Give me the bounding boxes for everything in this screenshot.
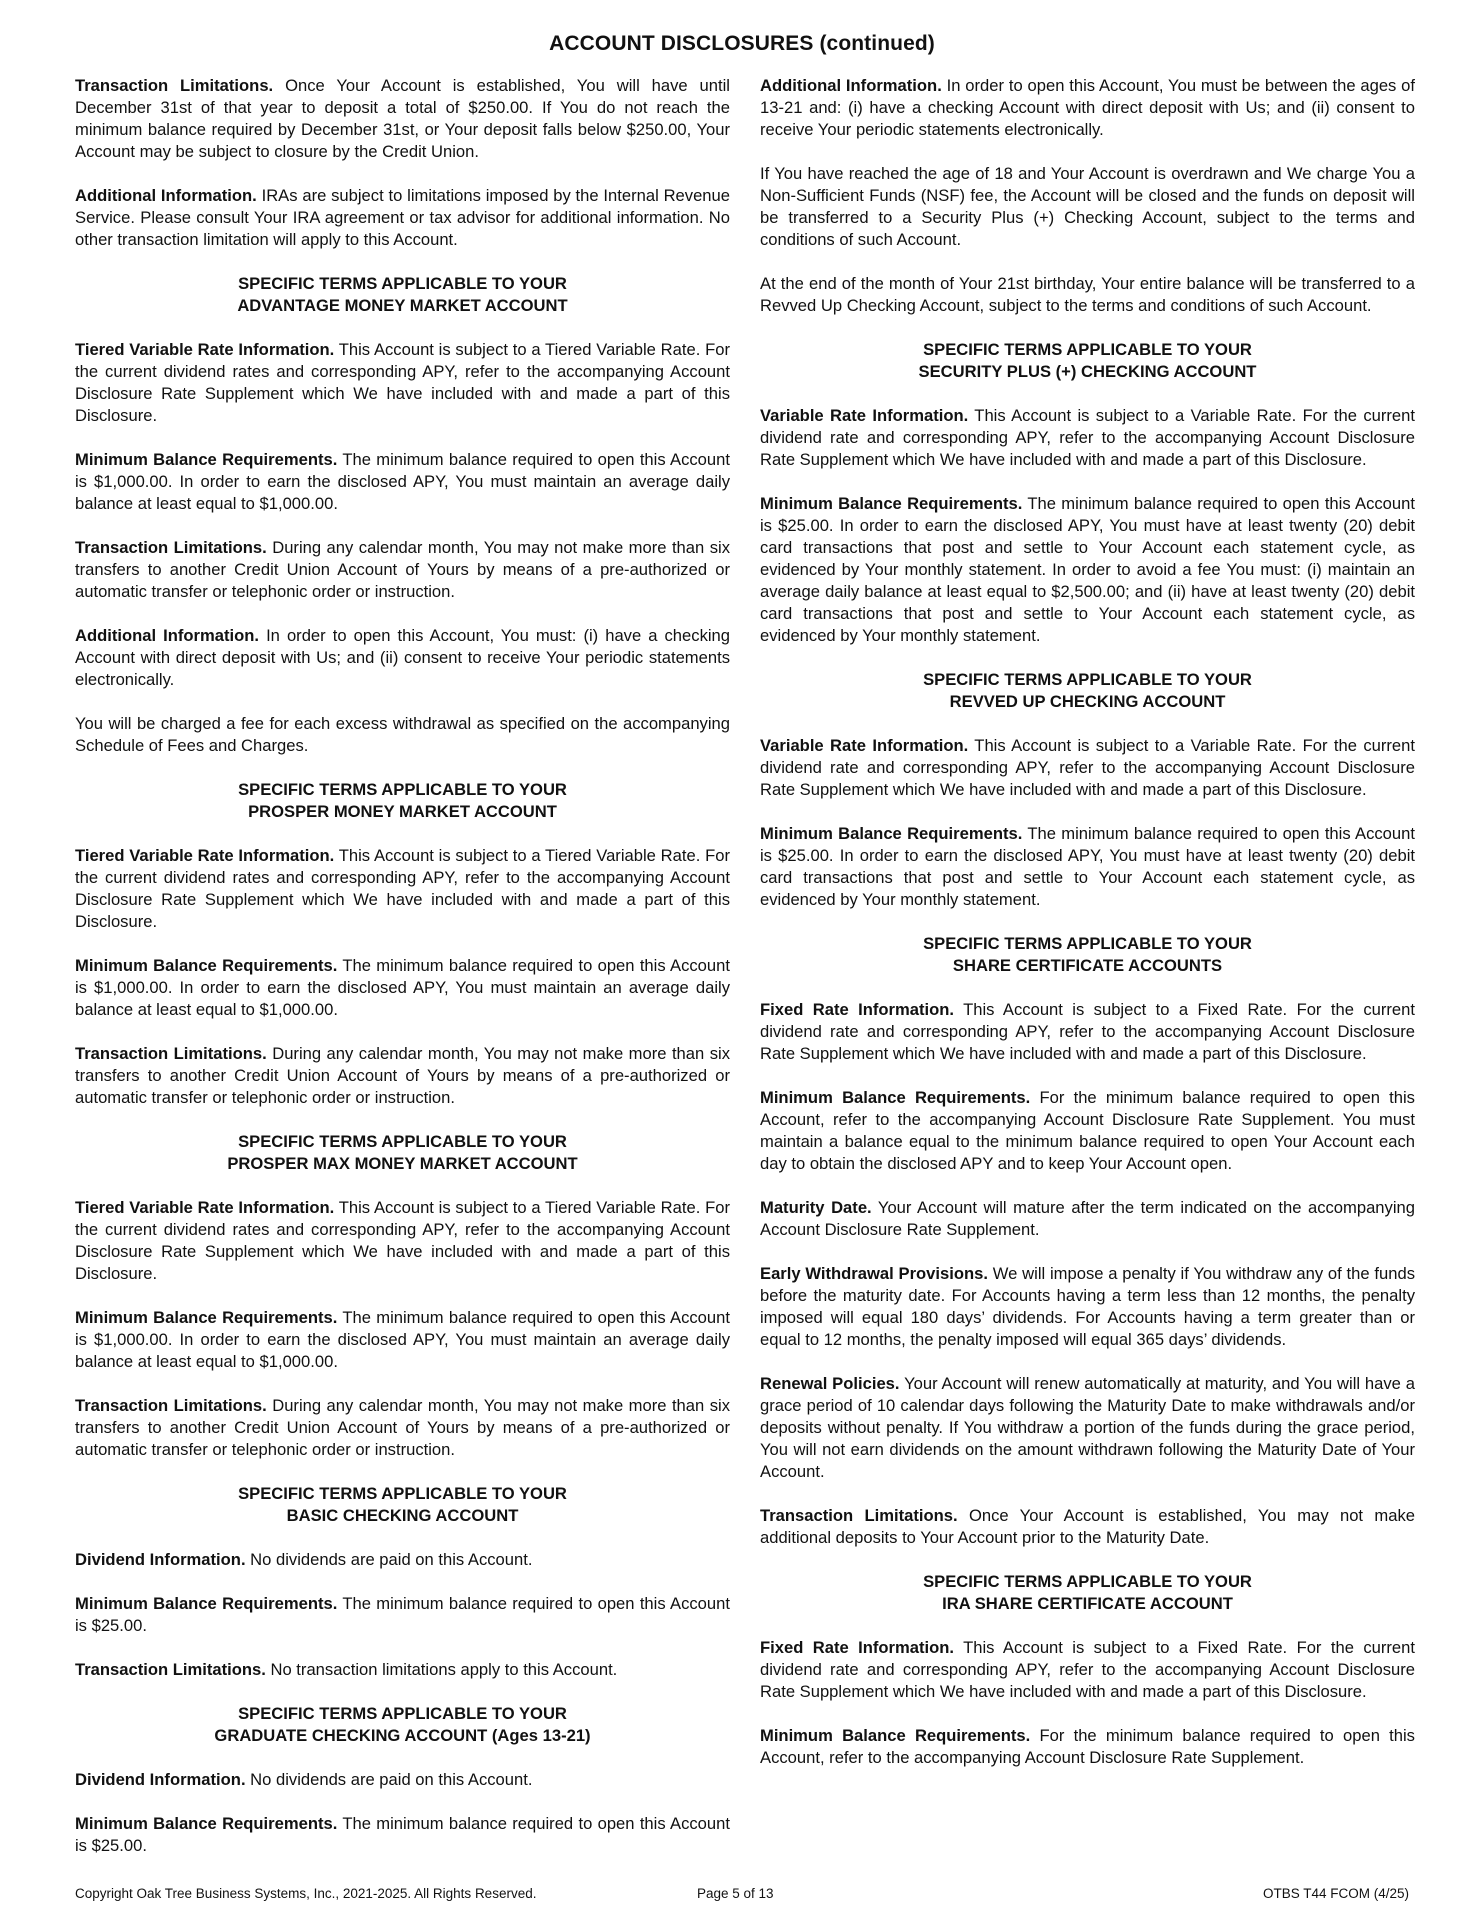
paragraph <box>75 1769 730 1791</box>
paragraph-text: This Account is subject to a Tiered Variable Rate. For the current dividend rates and corresponding APY, refer to the accompanying Account Disclosure Rate Supplement which We have included with and made a part of this Disclosure. <box>75 1198 730 1283</box>
paragraph <box>760 1263 1415 1351</box>
paragraph-text: During any calendar month, You may not make more than six transfers to another Credit Union Account of Yours by means of a pre-authorized or automatic transfer or telephonic order or instruction. <box>75 1044 730 1107</box>
paragraph <box>75 1395 730 1461</box>
section-heading-line: SPECIFIC TERMS APPLICABLE TO YOUR <box>923 1572 1252 1591</box>
paragraph-text: You will be charged a fee for each excess withdrawal as specified on the accompanying Schedule of Fees and Charges. <box>75 714 730 755</box>
paragraph <box>75 1813 730 1857</box>
paragraph-text: At the end of the month of Your 21st birthday, Your entire balance will be transferred to a Revved Up Checking Account, subject to the terms and conditions of such Account. <box>760 274 1415 315</box>
paragraph-text: In order to open this Account, You must: (i) have a checking Account with direct deposit with Us; and (ii) consent to receive Your periodic statements electronically. <box>75 626 731 689</box>
paragraph-text: This Account is subject to a Tiered Variable Rate. For the current dividend rates and corresponding APY, refer to the accompanying Account Disclosure Rate Supplement which We have included with and made a part of this Disclosure. <box>75 846 730 931</box>
section-heading-title: GRADUATE CHECKING ACCOUNT (Ages 13-21) <box>214 1726 591 1745</box>
paragraph-label: Additional Information. <box>760 76 942 95</box>
section-heading-line: SPECIFIC TERMS APPLICABLE TO YOUR <box>238 780 567 799</box>
section-heading <box>75 1703 730 1747</box>
paragraph <box>760 405 1415 471</box>
paragraph-text: This Account is subject to a Fixed Rate. For the current dividend rate and corresponding APY, refer to the accompanying Account Disclosure Rate Supplement which We have included with and made a part of this Disclosure. <box>760 1000 1415 1063</box>
paragraph <box>75 1549 730 1571</box>
paragraph-label: Minimum Balance Requirements. <box>75 1594 338 1613</box>
right-column <box>760 75 1415 1791</box>
paragraph <box>760 1197 1415 1241</box>
paragraph <box>760 1505 1415 1549</box>
paragraph <box>75 713 730 757</box>
paragraph <box>75 185 730 251</box>
footer-form-code: OTBS T44 FCOM (4/25) <box>1262 1886 1409 1901</box>
footer-copyright: Copyright Oak Tree Business Systems, Inc., 2021-2025. All Rights Reserved. <box>75 1886 537 1901</box>
left-column <box>75 75 730 1879</box>
paragraph-label: Tiered Variable Rate Information. <box>75 1198 335 1217</box>
footer-page-number: Page 5 of 13 <box>697 1886 774 1901</box>
page-title: ACCOUNT DISCLOSURES (continued) <box>549 32 935 55</box>
section-heading-title: PROSPER MAX MONEY MARKET ACCOUNT <box>227 1154 578 1173</box>
paragraph <box>760 735 1415 801</box>
paragraph-text: In order to open this Account, You must be between the ages of 13-21 and: (i) have a checking Account with direct deposit with Us; and (ii) consent to receive Your periodic statements electronically. <box>760 76 1416 139</box>
paragraph-label: Transaction Limitations. <box>75 1660 266 1679</box>
paragraph-label: Minimum Balance Requirements. <box>760 494 1023 513</box>
section-heading <box>760 339 1415 383</box>
paragraph-label: Minimum Balance Requirements. <box>75 1308 338 1327</box>
paragraph-label: Fixed Rate Information. <box>760 1638 954 1657</box>
paragraph-label: Dividend Information. <box>75 1550 246 1569</box>
paragraph-text: The minimum balance required to open this Account is $25.00. In order to earn the disclosed APY, You must have at least twenty (20) debit card transactions that post and settle to Your Account each statement cycle, as evidenced by Your monthly statement. In order to avoid a fee You must: (i) maintain an average daily balance at least equal to $2,500.00; and (ii) have at least twenty (20) debit card transactions that post and settle to Your Account each statement cycle, as evidenced by Your monthly statement. <box>760 494 1415 645</box>
section-heading-line: SPECIFIC TERMS APPLICABLE TO YOUR <box>923 670 1252 689</box>
paragraph <box>75 1307 730 1373</box>
paragraph-text: The minimum balance required to open this Account is $25.00. <box>75 1814 730 1855</box>
paragraph-text: Your Account will renew automatically at maturity, and You will have a grace period of 10 calendar days following the Maturity Date to make withdrawals and/or deposits without penalty. If You withdraw a portion of the funds during the grace period, You will not earn dividends on the amount withdrawn following the Maturity Date of Your Account. <box>760 1374 1415 1481</box>
paragraph <box>760 1637 1415 1703</box>
paragraph-label: Transaction Limitations. <box>75 1044 267 1063</box>
paragraph-text: During any calendar month, You may not make more than six transfers to another Credit Union Account of Yours by means of a pre-authorized or automatic transfer or telephonic order or instruction. <box>75 1396 730 1459</box>
paragraph-label: Minimum Balance Requirements. <box>75 1814 338 1833</box>
paragraph <box>760 1087 1415 1175</box>
paragraph-label: Fixed Rate Information. <box>760 1000 954 1019</box>
paragraph-text: No transaction limitations apply to this Account. <box>265 1660 618 1679</box>
paragraph <box>75 845 730 933</box>
section-heading-line: SPECIFIC TERMS APPLICABLE TO YOUR <box>923 934 1252 953</box>
paragraph-label: Renewal Policies. <box>760 1374 900 1393</box>
section-heading <box>75 1483 730 1527</box>
paragraph-label: Additional Information. <box>75 186 257 205</box>
paragraph <box>75 1043 730 1109</box>
paragraph <box>75 449 730 515</box>
paragraph <box>75 625 730 691</box>
paragraph-label: Variable Rate Information. <box>760 736 969 755</box>
paragraph-text: IRAs are subject to limitations imposed by the Internal Revenue Service. Please consult Your IRA agreement or tax advisor for additional information. No other transaction limitation will apply to this Account. <box>75 186 730 249</box>
paragraph-text: We will impose a penalty if You withdraw any of the funds before the maturity date. For Accounts having a term less than 12 months, the penalty imposed will equal 180 days’ dividends. For Accounts having a term greater than or equal to 12 months, the penalty imposed will equal 365 days’ dividends. <box>760 1264 1416 1349</box>
section-heading-line: SPECIFIC TERMS APPLICABLE TO YOUR <box>238 1484 567 1503</box>
paragraph <box>75 1593 730 1637</box>
section-heading-title: BASIC CHECKING ACCOUNT <box>286 1506 519 1525</box>
section-heading-title: PROSPER MONEY MARKET ACCOUNT <box>248 802 557 821</box>
paragraph <box>75 1659 730 1681</box>
paragraph <box>75 955 730 1021</box>
section-heading <box>760 933 1415 977</box>
paragraph-text: This Account is subject to a Variable Rate. For the current dividend rate and corresponding APY, refer to the accompanying Account Disclosure Rate Supplement which We have included with and made a part of this Disclosure. <box>760 406 1415 469</box>
section-heading-line: SPECIFIC TERMS APPLICABLE TO YOUR <box>238 1704 567 1723</box>
paragraph <box>75 75 730 163</box>
paragraph <box>760 75 1415 141</box>
paragraph-label: Minimum Balance Requirements. <box>75 450 338 469</box>
paragraph-label: Minimum Balance Requirements. <box>760 824 1023 843</box>
section-heading-line: SPECIFIC TERMS APPLICABLE TO YOUR <box>238 1132 567 1151</box>
paragraph-text: Once Your Account is established, You will have until December 31st of that year to deposit a total of $250.00. If You do not reach the minimum balance required by December 31st, or Your deposit falls below $250.00, Your Account may be subject to closure by the Credit Union. <box>75 76 730 161</box>
paragraph <box>75 1197 730 1285</box>
paragraph-text: The minimum balance required to open this Account is $1,000.00. In order to earn the disclosed APY, You must maintain an average daily balance at least equal to $1,000.00. <box>75 1308 730 1371</box>
paragraph-label: Transaction Limitations. <box>75 1396 267 1415</box>
paragraph-text: Once Your Account is established, You may not make additional deposits to Your Account prior to the Maturity Date. <box>760 1506 1415 1547</box>
section-heading <box>75 1131 730 1175</box>
paragraph <box>75 537 730 603</box>
paragraph-label: Minimum Balance Requirements. <box>75 956 338 975</box>
section-heading <box>75 779 730 823</box>
paragraph <box>760 493 1415 647</box>
paragraph <box>760 999 1415 1065</box>
section-heading-title: SECURITY PLUS (+) CHECKING ACCOUNT <box>918 362 1257 381</box>
section-heading-title: SHARE CERTIFICATE ACCOUNTS <box>952 956 1223 975</box>
paragraph-text: This Account is subject to a Variable Rate. For the current dividend rate and corresponding APY, refer to the accompanying Account Disclosure Rate Supplement which We have included with and made a part of this Disclosure. <box>760 736 1415 799</box>
paragraph-label: Minimum Balance Requirements. <box>760 1726 1031 1745</box>
paragraph-text: The minimum balance required to open this Account is $1,000.00. In order to earn the disclosed APY, You must maintain an average daily balance at least equal to $1,000.00. <box>75 956 730 1019</box>
paragraph <box>760 163 1415 251</box>
paragraph-text: The minimum balance required to open this Account is $25.00. In order to earn the disclosed APY, You must have at least twenty (20) debit card transactions that post and settle to Your Account each statement cycle, as evidenced by Your monthly statement. <box>760 824 1415 909</box>
paragraph-text: If You have reached the age of 18 and Your Account is overdrawn and We charge You a Non-Sufficient Funds (NSF) fee, the Account will be closed and the funds on deposit will be transferred to a Security Plus (+) Checking Account, subject to the terms and conditions of such Account. <box>760 164 1415 249</box>
paragraph-label: Transaction Limitations. <box>75 538 267 557</box>
section-heading-line: SPECIFIC TERMS APPLICABLE TO YOUR <box>923 340 1252 359</box>
paragraph <box>75 339 730 427</box>
paragraph-label: Dividend Information. <box>75 1770 246 1789</box>
paragraph-text: This Account is subject to a Fixed Rate. For the current dividend rate and corresponding APY, refer to the accompanying Account Disclosure Rate Supplement which We have included with and made a part of this Disclosure. <box>760 1638 1415 1701</box>
paragraph-text: This Account is subject to a Tiered Variable Rate. For the current dividend rates and corresponding APY, refer to the accompanying Account Disclosure Rate Supplement which We have included with and made a part of this Disclosure. <box>75 340 730 425</box>
paragraph <box>760 823 1415 911</box>
paragraph-text: The minimum balance required to open this Account is $1,000.00. In order to earn the disclosed APY, You must maintain an average daily balance at least equal to $1,000.00. <box>75 450 730 513</box>
paragraph <box>760 1725 1415 1769</box>
paragraph-label: Transaction Limitations. <box>75 76 274 95</box>
paragraph-text: No dividends are paid on this Account. <box>245 1550 533 1569</box>
section-heading-title: ADVANTAGE MONEY MARKET ACCOUNT <box>237 296 568 315</box>
paragraph-label: Variable Rate Information. <box>760 406 969 425</box>
section-heading <box>75 273 730 317</box>
paragraph-label: Tiered Variable Rate Information. <box>75 846 335 865</box>
section-heading-line: SPECIFIC TERMS APPLICABLE TO YOUR <box>238 274 567 293</box>
paragraph-text: For the minimum balance required to open this Account, refer to the accompanying Account Disclosure Rate Supplement. <box>760 1726 1415 1767</box>
paragraph-label: Tiered Variable Rate Information. <box>75 340 335 359</box>
paragraph-label: Maturity Date. <box>760 1198 872 1217</box>
paragraph-label: Additional Information. <box>75 626 260 645</box>
section-heading-title: REVVED UP CHECKING ACCOUNT <box>949 692 1226 711</box>
paragraph-text: During any calendar month, You may not make more than six transfers to another Credit Union Account of Yours by means of a pre-authorized or automatic transfer or telephonic order or instruction. <box>75 538 730 601</box>
paragraph-label: Early Withdrawal Provisions. <box>760 1264 988 1283</box>
paragraph-text: No dividends are paid on this Account. <box>245 1770 533 1789</box>
section-heading <box>760 1571 1415 1615</box>
paragraph-text: The minimum balance required to open this Account is $25.00. <box>75 1594 730 1635</box>
paragraph-text: For the minimum balance required to open this Account, refer to the accompanying Account Disclosure Rate Supplement. You must maintain a balance equal to the minimum balance required to open Your Account each day to obtain the disclosed APY and to keep Your Account open. <box>760 1088 1415 1173</box>
paragraph <box>760 273 1415 317</box>
paragraph-label: Minimum Balance Requirements. <box>760 1088 1031 1107</box>
paragraph-text: Your Account will mature after the term indicated on the accompanying Account Disclosure Rate Supplement. <box>760 1198 1415 1239</box>
section-heading-title: IRA SHARE CERTIFICATE ACCOUNT <box>942 1594 1233 1613</box>
paragraph <box>760 1373 1415 1483</box>
section-heading <box>760 669 1415 713</box>
paragraph-label: Transaction Limitations. <box>760 1506 958 1525</box>
